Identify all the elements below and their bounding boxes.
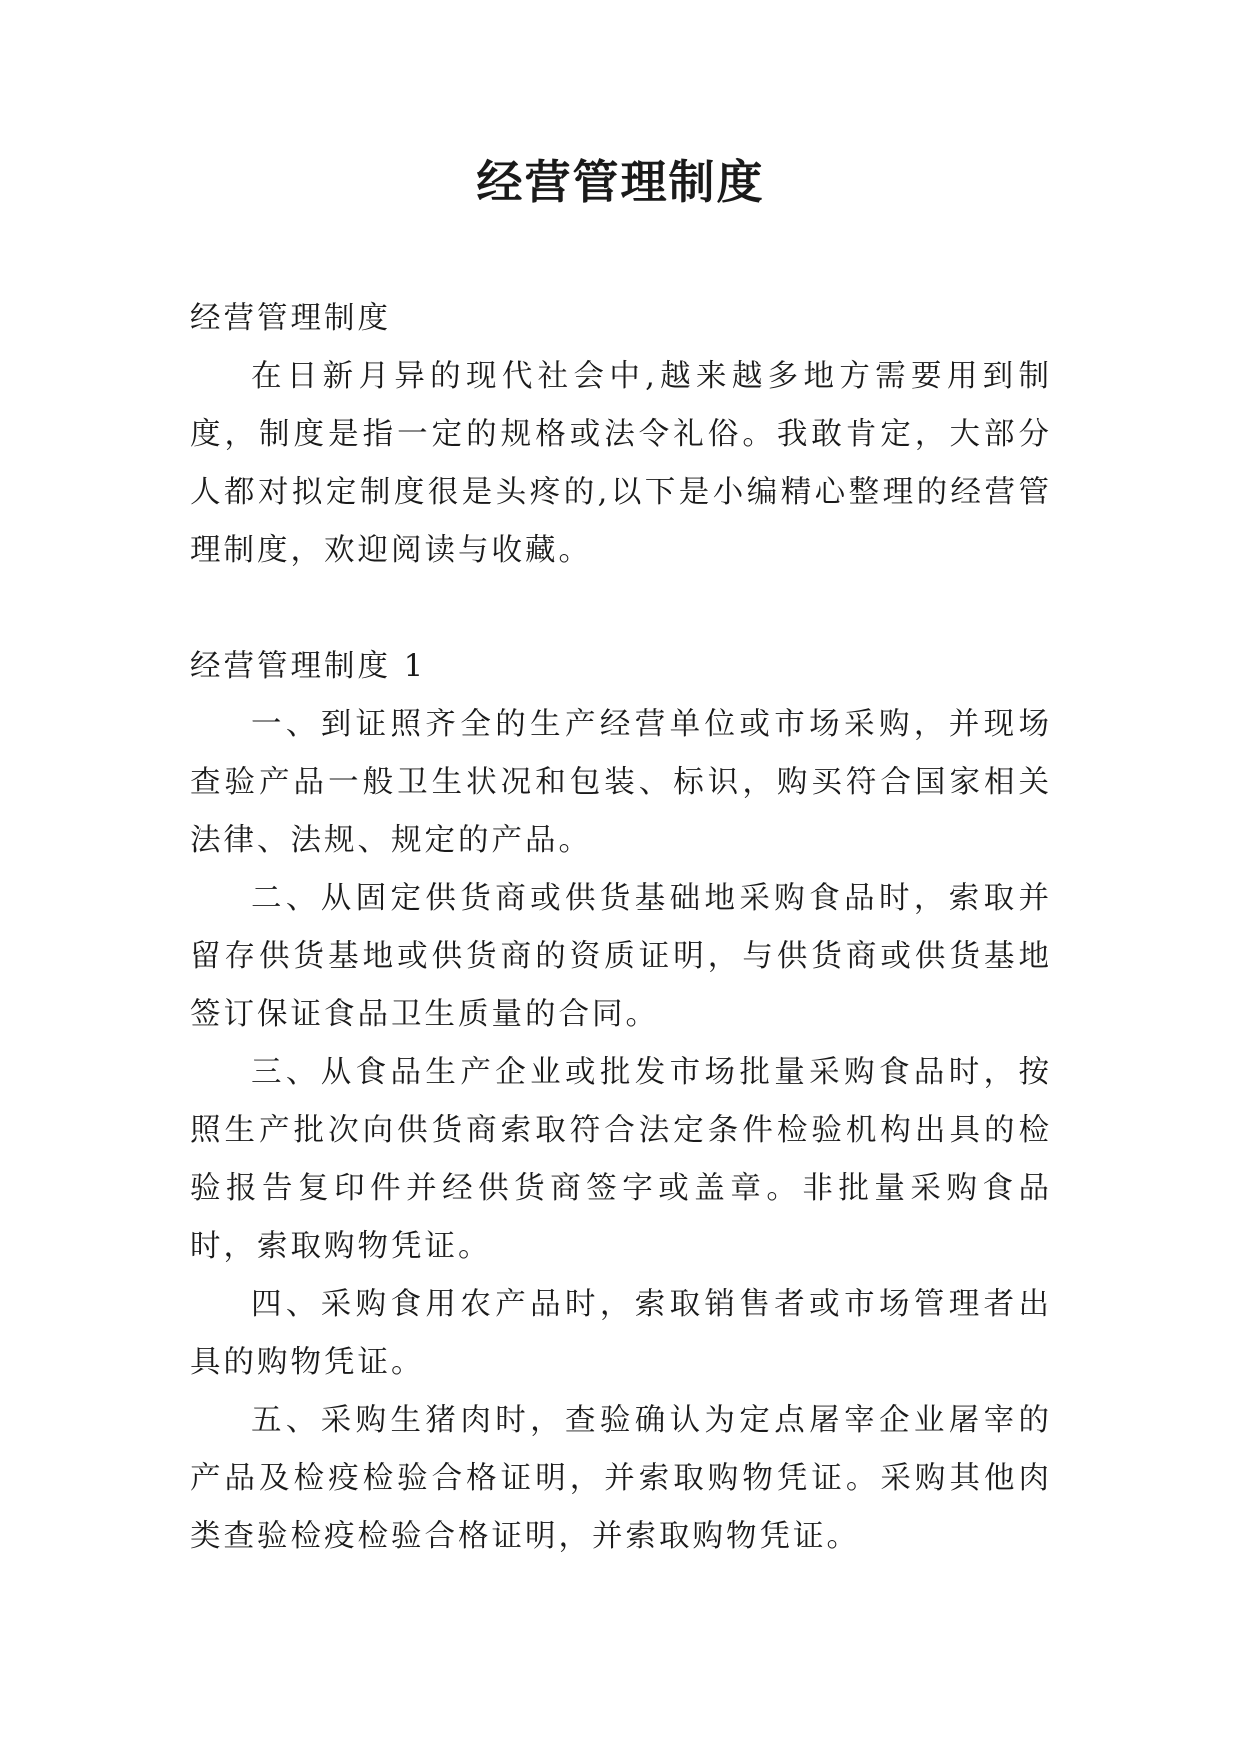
list-item: 四、采购食用农产品时，索取销售者或市场管理者出具的购物凭证。 <box>190 1287 1052 1380</box>
intro-heading: 经营管理制度 <box>190 301 391 336</box>
list-item: 二、从固定供货商或供货基础地采购食品时，索取并留存供货基地或供货商的资质证明，与供货商或供货基地签订保证食品卫生质量的合同。 <box>190 881 1052 1032</box>
intro-paragraph: 在日新月异的现代社会中,越来越多地方需要用到制度，制度是指一定的规格或法令礼俗。我敢肯定，大部分人都对拟定制度很是头疼的,以下是小编精心整理的经营管理制度，欢迎阅读与收藏。 <box>190 359 1052 568</box>
list-item: 三、从食品生产企业或批发市场批量采购食品时，按照生产批次向供货商索取符合法定条件检验机构出具的检验报告复印件并经供货商签字或盖章。非批量采购食品时，索取购物凭证。 <box>190 1055 1052 1264</box>
list-item: 五、采购生猪肉时，查验确认为定点屠宰企业屠宰的产品及检疫检验合格证明，并索取购物凭证。采购其他肉类查验检疫检验合格证明，并索取购物凭证。 <box>190 1403 1052 1554</box>
document-body <box>190 290 1052 1566</box>
section-heading: 经营管理制度 1 <box>190 649 427 684</box>
list-item: 一、到证照齐全的生产经营单位或市场采购，并现场查验产品一般卫生状况和包装、标识，购买符合国家相关法律、法规、规定的产品。 <box>190 707 1052 858</box>
document-title: 经营管理制度 <box>476 155 765 209</box>
